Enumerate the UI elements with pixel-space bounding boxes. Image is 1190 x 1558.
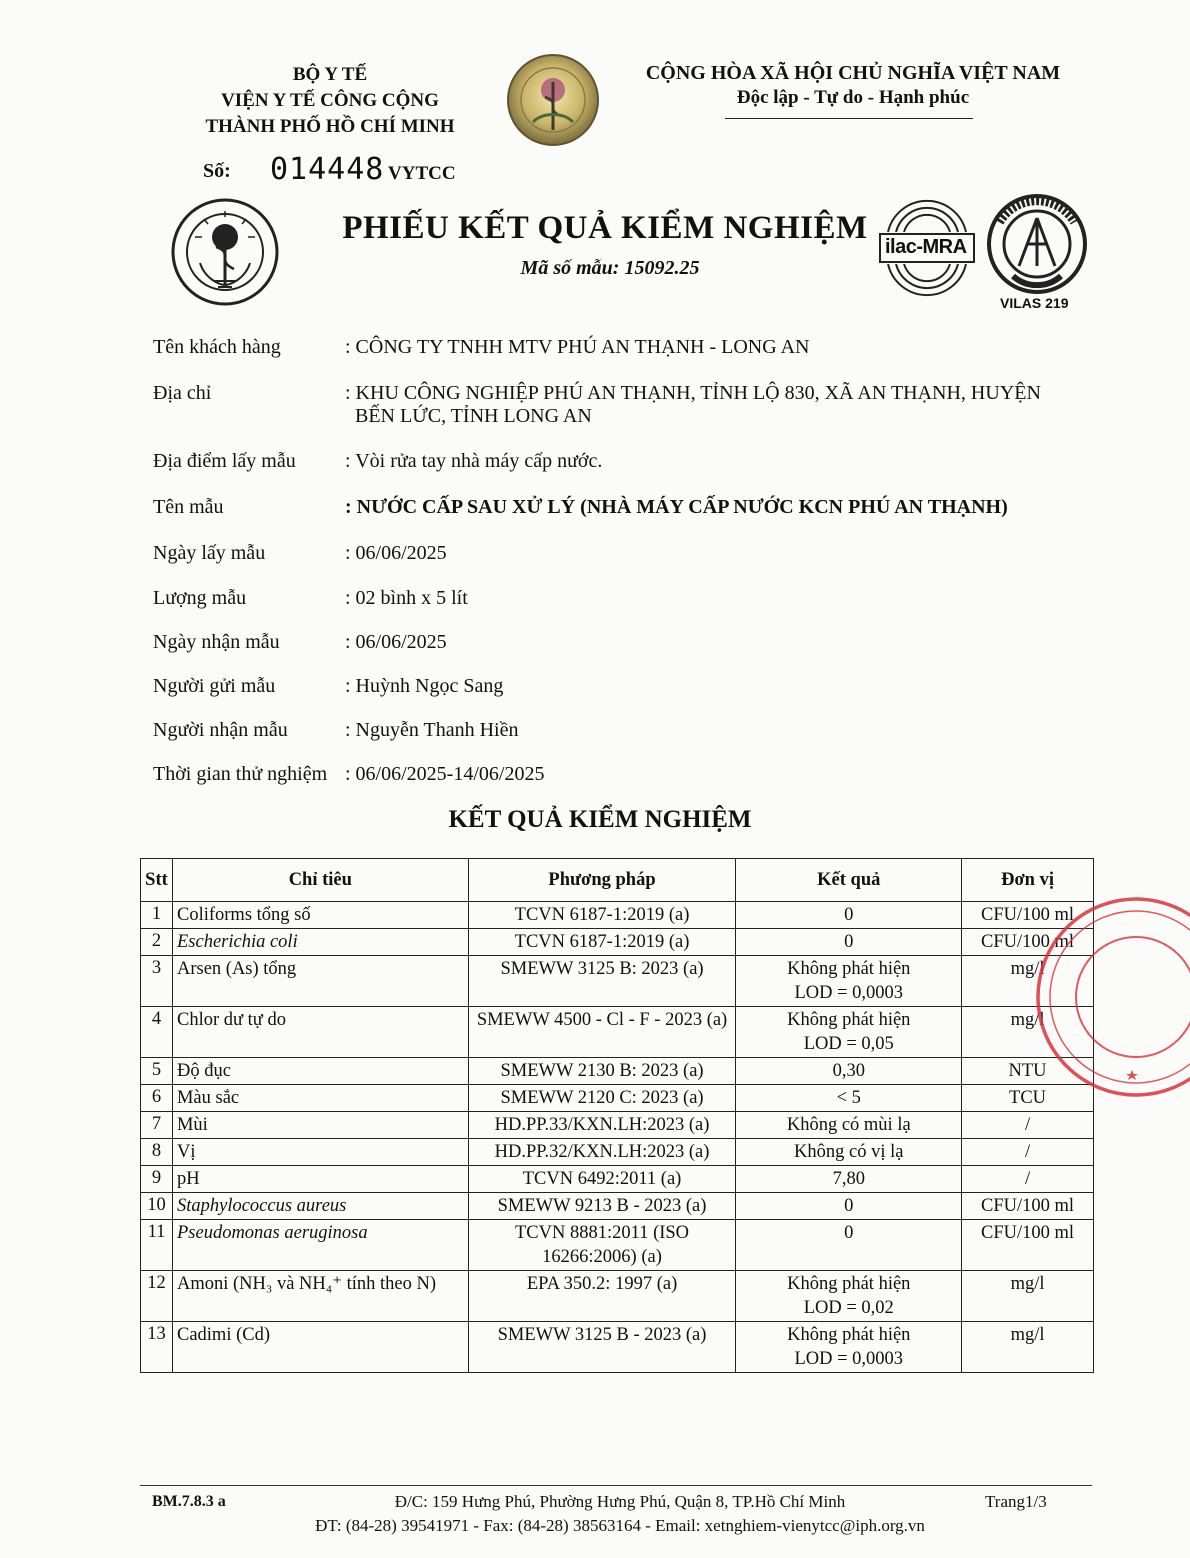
info-label: Ngày lấy mẫu: [153, 542, 266, 564]
cell-result: < 5: [736, 1085, 962, 1112]
cell-unit: mg/l: [962, 956, 1094, 1007]
col-header-unit: Đơn vị: [962, 859, 1094, 902]
table-row: [141, 1166, 1094, 1193]
table-header-row: [141, 859, 1094, 902]
cell-stt: 12: [141, 1271, 173, 1322]
cell-result: 0,30: [736, 1058, 962, 1085]
sample-code: Mã số mẫu: 15092.25: [520, 257, 700, 279]
footer-divider: [140, 1485, 1092, 1486]
result-line-1: Không phát hiện: [787, 1010, 911, 1030]
info-row-sender: [153, 675, 1083, 719]
country-header: [618, 60, 1088, 110]
table-row: [141, 1271, 1094, 1322]
result-line-1: Không phát hiện: [787, 959, 911, 979]
cell-unit: CFU/100 ml: [962, 1220, 1094, 1271]
info-row-receiver: [153, 719, 1083, 763]
table-row: [141, 1193, 1094, 1220]
info-value: : 06/06/2025: [345, 542, 447, 564]
address-line-1: : KHU CÔNG NGHIỆP PHÚ AN THẠNH, TỈNH LỘ 830, XÃ AN THẠNH, HUYỆN: [345, 382, 1041, 404]
info-row-sample-name: [153, 496, 1083, 542]
cell-stt: 4: [141, 1007, 173, 1058]
motto-underline: [725, 118, 973, 119]
cell-stt: 9: [141, 1166, 173, 1193]
info-label: Người nhận mẫu: [153, 719, 288, 741]
info-row-test-period: [153, 763, 1083, 807]
cell-unit: CFU/100 ml: [962, 902, 1094, 929]
table-row: [141, 1112, 1094, 1139]
doc-number-label: Số:: [203, 160, 231, 182]
cell-unit: mg/l: [962, 1271, 1094, 1322]
info-label: Địa điểm lấy mẫu: [153, 450, 296, 472]
info-row-quantity: [153, 587, 1083, 631]
cell-stt: 6: [141, 1085, 173, 1112]
cell-parameter: Độ đục: [172, 1058, 468, 1085]
cell-unit: NTU: [962, 1058, 1094, 1085]
cell-result: [736, 1271, 962, 1322]
cell-method: EPA 350.2: 1997 (a): [468, 1271, 736, 1322]
method-line-1: TCVN 8881:2011 (ISO: [515, 1223, 690, 1243]
cell-stt: 7: [141, 1112, 173, 1139]
cell-unit: TCU: [962, 1085, 1094, 1112]
address-line-2: BẾN LỨC, TỈNH LONG AN: [355, 405, 592, 427]
cell-stt: 13: [141, 1322, 173, 1373]
cell-result: [736, 956, 962, 1007]
table-row: [141, 1139, 1094, 1166]
cell-stt: 1: [141, 902, 173, 929]
cell-stt: 10: [141, 1193, 173, 1220]
cell-unit: /: [962, 1112, 1094, 1139]
cell-stt: 2: [141, 929, 173, 956]
info-value: : Vòi rửa tay nhà máy cấp nước.: [345, 450, 603, 472]
org-institute: VIỆN Y TẾ CÔNG CỘNG: [221, 90, 439, 111]
sample-info: [153, 336, 1083, 807]
cell-unit: CFU/100 ml: [962, 1193, 1094, 1220]
cell-result: 0: [736, 1220, 962, 1271]
cell-stt: 3: [141, 956, 173, 1007]
info-value: : 06/06/2025-14/06/2025: [345, 763, 545, 785]
hologram-emblem-icon: [505, 52, 601, 148]
cell-stt: 5: [141, 1058, 173, 1085]
cell-method: TCVN 6187-1:2019 (a): [468, 929, 736, 956]
info-row-received-date: [153, 631, 1083, 675]
result-line-1: Không phát hiện: [787, 1274, 911, 1294]
cell-method: TCVN 6492:2011 (a): [468, 1166, 736, 1193]
cell-parameter: Escherichia coli: [172, 929, 468, 956]
accreditation-bureau-logo-icon: [985, 192, 1089, 296]
cell-method: SMEWW 3125 B: 2023 (a): [468, 956, 736, 1007]
info-value: [345, 382, 1083, 450]
info-value: : Nguyễn Thanh Hiền: [345, 719, 519, 741]
result-line-2: LOD = 0,02: [803, 1298, 894, 1318]
table-row: [141, 1322, 1094, 1373]
cell-result: 0: [736, 929, 962, 956]
table-row: [141, 929, 1094, 956]
doc-number: 014448: [270, 152, 385, 187]
form-code: BM.7.8.3 a: [152, 1493, 226, 1510]
info-label: Tên khách hàng: [153, 336, 281, 358]
info-row-customer: [153, 336, 1083, 382]
cell-result: 7,80: [736, 1166, 962, 1193]
cell-result: Không có vị lạ: [736, 1139, 962, 1166]
org-header: [170, 62, 490, 140]
info-value: : 02 bình x 5 lít: [345, 587, 468, 609]
cell-method: SMEWW 2120 C: 2023 (a): [468, 1085, 736, 1112]
cell-parameter: pH: [172, 1166, 468, 1193]
document-title: PHIẾU KẾT QUẢ KIỂM NGHIỆM: [342, 210, 868, 246]
cell-stt: 8: [141, 1139, 173, 1166]
cell-result: [736, 1322, 962, 1373]
country-motto: Độc lập - Tự do - Hạnh phúc: [736, 87, 970, 108]
table-row: [141, 1058, 1094, 1085]
cell-parameter: Staphylococcus aureus: [172, 1193, 468, 1220]
cell-unit: mg/l: [962, 1322, 1094, 1373]
cell-parameter: Arsen (As) tổng: [172, 956, 468, 1007]
cell-method: [468, 1220, 736, 1271]
org-city: THÀNH PHỐ HỒ CHÍ MINH: [205, 116, 455, 137]
info-label: Lượng mẫu: [153, 587, 247, 609]
info-row-location: [153, 450, 1083, 496]
cell-result: Không có mùi lạ: [736, 1112, 962, 1139]
cell-method: HD.PP.32/KXN.LH:2023 (a): [468, 1139, 736, 1166]
info-label: Ngày nhận mẫu: [153, 631, 280, 653]
table-row: [141, 902, 1094, 929]
cell-parameter: Cadimi (Cd): [172, 1322, 468, 1373]
cell-method: SMEWW 4500 - Cl - F - 2023 (a): [468, 1007, 736, 1058]
cell-method: SMEWW 3125 B - 2023 (a): [468, 1322, 736, 1373]
table-row: [141, 1220, 1094, 1271]
cell-unit: CFU/100 ml: [962, 929, 1094, 956]
info-value: : NƯỚC CẤP SAU XỬ LÝ (NHÀ MÁY CẤP NƯỚC KCN PHÚ AN THẠNH): [345, 496, 1008, 518]
info-label: Thời gian thử nghiệm: [153, 763, 328, 785]
result-line-1: Không phát hiện: [787, 1325, 911, 1345]
cell-method: SMEWW 9213 B - 2023 (a): [468, 1193, 736, 1220]
info-value: : CÔNG TY TNHH MTV PHÚ AN THẠNH - LONG AN: [345, 336, 810, 358]
info-row-sampling-date: [153, 542, 1083, 587]
table-row: [141, 1085, 1094, 1112]
info-row-address: [153, 382, 1083, 450]
doc-number-suffix: VYTCC: [388, 163, 456, 184]
cell-result: 0: [736, 902, 962, 929]
result-line-2: LOD = 0,0003: [794, 983, 904, 1003]
cell-parameter: Mùi: [172, 1112, 468, 1139]
table-row: [141, 1007, 1094, 1058]
cell-result: 0: [736, 1193, 962, 1220]
vilas-number: VILAS 219: [1000, 295, 1069, 311]
institute-seal-icon: [170, 197, 280, 307]
results-title: KẾT QUẢ KIỂM NGHIỆM: [448, 806, 752, 833]
cell-parameter: Chlor dư tự do: [172, 1007, 468, 1058]
info-value: : Huỳnh Ngọc Sang: [345, 675, 504, 697]
cell-unit: /: [962, 1139, 1094, 1166]
cell-parameter: Vị: [172, 1139, 468, 1166]
result-line-2: LOD = 0,0003: [794, 1349, 904, 1369]
cell-stt: 11: [141, 1220, 173, 1271]
cell-method: SMEWW 2130 B: 2023 (a): [468, 1058, 736, 1085]
country-name: CỘNG HÒA XÃ HỘI CHỦ NGHĨA VIỆT NAM: [645, 62, 1061, 84]
cell-method: TCVN 6187-1:2019 (a): [468, 902, 736, 929]
info-label: Người gửi mẫu: [153, 675, 276, 697]
info-label: Địa chỉ: [153, 382, 212, 404]
col-header-stt: Stt: [141, 859, 173, 902]
org-ministry: BỘ Y TẾ: [292, 64, 368, 85]
cell-parameter: Coliforms tổng số: [172, 902, 468, 929]
cell-parameter: Màu sắc: [172, 1085, 468, 1112]
col-header-result: Kết quả: [736, 859, 962, 902]
cell-parameter: Pseudomonas aeruginosa: [172, 1220, 468, 1271]
cell-unit: mg/l: [962, 1007, 1094, 1058]
footer-contact: ĐT: (84-28) 39541971 - Fax: (84-28) 38563164 - Email: xetnghiem-vienytcc@iph.org.vn: [315, 1516, 925, 1535]
table-row: [141, 956, 1094, 1007]
cell-parameter: Amoni (NH₃ và NH₄⁺ tính theo N): [172, 1271, 468, 1322]
info-value: : 06/06/2025: [345, 631, 447, 653]
footer-address: Đ/C: 159 Hưng Phú, Phường Hưng Phú, Quận 8, TP.Hồ Chí Minh: [394, 1492, 846, 1511]
page-number: Trang1/3: [985, 1492, 1047, 1511]
results-table: [140, 858, 1094, 1373]
ilac-mra-text: ilac-MRA: [885, 236, 967, 258]
info-label: Tên mẫu: [153, 496, 224, 518]
method-line-2: 16266:2006) (a): [542, 1247, 662, 1267]
cell-unit: /: [962, 1166, 1094, 1193]
col-header-parameter: Chỉ tiêu: [172, 859, 468, 902]
cell-result: [736, 1007, 962, 1058]
col-header-method: Phương pháp: [468, 859, 736, 902]
cell-method: HD.PP.33/KXN.LH:2023 (a): [468, 1112, 736, 1139]
official-red-stamp-icon: [1032, 895, 1190, 1100]
result-line-2: LOD = 0,05: [803, 1034, 894, 1054]
